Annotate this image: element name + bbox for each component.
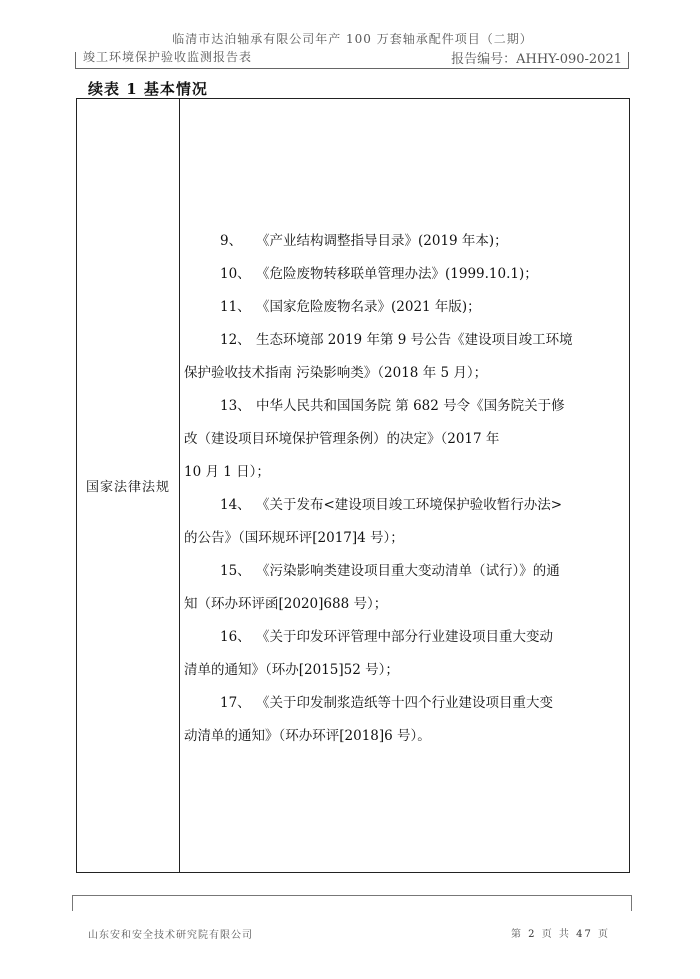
project-title: 临清市达泊轴承有限公司年产 100 万套轴承配件项目（二期） xyxy=(172,32,533,46)
regulation-first-line xyxy=(184,621,621,654)
regulation-first-line xyxy=(184,555,621,588)
regulation-first-line xyxy=(184,258,621,291)
regulation-item xyxy=(184,489,621,555)
regulation-text: 《关于印发环评管理中部分行业建设项目重大变动 xyxy=(256,628,553,645)
regulation-text: 知（环办环评函[2020]688 号）； xyxy=(184,595,388,612)
regulation-continuation xyxy=(184,588,621,621)
regulation-item xyxy=(184,621,621,687)
report-number-value: AHHY-090-2021 xyxy=(516,52,622,67)
regulation-text: 改（建设项目环境保护管理条例）的决定》（2017 年 xyxy=(184,430,500,447)
page-prefix: 第 xyxy=(510,929,523,940)
regulation-item xyxy=(184,291,621,324)
page-total: 47 xyxy=(576,929,593,940)
regulation-text: 《产业结构调整指导目录》(2019 年本)； xyxy=(256,232,508,249)
regulation-first-line xyxy=(184,225,621,258)
regulation-continuation xyxy=(184,456,621,489)
regulation-first-line xyxy=(184,324,621,357)
page-number: 2 xyxy=(528,929,537,940)
regulation-item xyxy=(184,258,621,291)
regulation-text: 《关于印发制浆造纸等十四个行业建设项目重大变 xyxy=(256,694,553,711)
basic-info-table xyxy=(76,98,630,873)
regulation-text: 《国家危险废物名录》(2021 年版)； xyxy=(256,298,481,315)
report-type: 竣工环境保护验收监测报告表 xyxy=(83,50,253,64)
regulation-text: 动清单的通知》（环办环评[2018]6 号）。 xyxy=(184,727,431,744)
regulation-first-line xyxy=(184,390,621,423)
regulation-continuation xyxy=(184,357,621,390)
regulation-text: 10 月 1 日）； xyxy=(184,463,270,480)
report-number xyxy=(451,48,622,67)
regulation-item xyxy=(184,225,621,258)
footer-organization: 山东安和安全技术研究院有限公司 xyxy=(88,930,253,941)
regulation-item xyxy=(184,555,621,621)
regulations-cell xyxy=(180,99,630,873)
page-indicator xyxy=(511,925,610,940)
regulation-item xyxy=(184,324,621,390)
regulation-text: 生态环境部 2019 年第 9 号公告《建设项目竣工环境 xyxy=(256,331,573,348)
regulation-item xyxy=(184,390,621,489)
page-mid: 页 共 xyxy=(541,929,571,940)
report-number-label: 报告编号： xyxy=(451,52,517,67)
regulation-number: 13、 xyxy=(220,397,251,414)
regulation-text: 的公告》（国环规环评[2017]4 号）； xyxy=(184,529,404,546)
regulation-continuation xyxy=(184,720,621,753)
header-divider xyxy=(75,68,629,69)
regulation-number: 11、 xyxy=(220,298,251,315)
regulation-number: 12、 xyxy=(220,331,251,348)
regulation-continuation xyxy=(184,654,621,687)
section-title: 续表 1 基本情况 xyxy=(88,80,208,98)
footer-divider xyxy=(72,895,632,896)
regulation-text: 保护验收技术指南 污染影响类》（2018 年 5 月）； xyxy=(184,364,488,381)
regulation-first-line xyxy=(184,687,621,720)
regulation-list xyxy=(180,219,629,753)
regulation-text: 《关于发布<建设项目竣工环境保护验收暂行办法> xyxy=(256,496,563,513)
regulation-text: 《危险废物转移联单管理办法》(1999.10.1)； xyxy=(256,265,538,282)
regulation-number: 10、 xyxy=(220,265,251,282)
page-suffix: 页 xyxy=(598,929,610,940)
regulation-number: 9、 xyxy=(220,232,243,249)
regulation-text: 清单的通知》（环办[2015]52 号）； xyxy=(184,661,399,678)
regulation-number: 15、 xyxy=(220,562,251,579)
regulation-continuation xyxy=(184,423,621,456)
regulation-number: 16、 xyxy=(220,628,251,645)
regulation-text: 《污染影响类建设项目重大变动清单（试行）》的通 xyxy=(256,562,560,579)
regulation-text: 中华人民共和国国务院 第 682 号令《国务院关于修 xyxy=(256,397,565,414)
regulation-item xyxy=(184,687,621,753)
footer-right-tick xyxy=(631,895,632,911)
category-label: 国家法律法规 xyxy=(77,99,180,873)
regulation-continuation xyxy=(184,522,621,555)
header-left-tick xyxy=(75,52,76,68)
regulation-first-line xyxy=(184,291,621,324)
footer-left-tick xyxy=(72,895,73,911)
regulation-number: 14、 xyxy=(220,496,251,513)
header-right-tick xyxy=(628,52,629,68)
regulation-number: 17、 xyxy=(220,694,251,711)
regulation-first-line xyxy=(184,489,621,522)
